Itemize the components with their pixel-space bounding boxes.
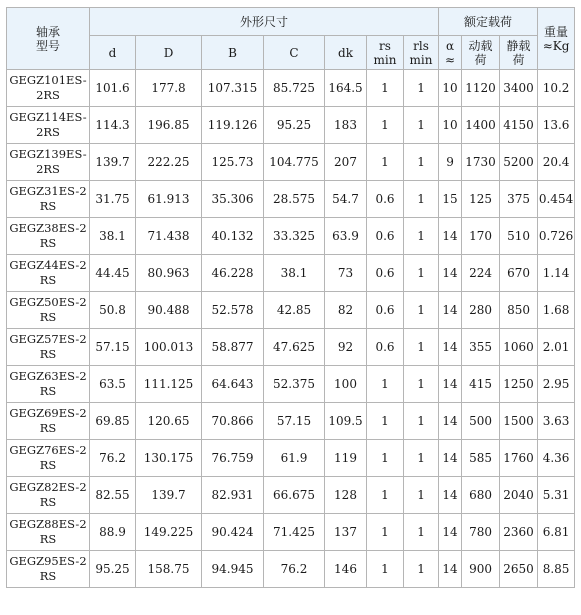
cell-d: 76.2 [90,440,136,477]
cell-dyn: 1400 [462,107,500,144]
cell-rls: 1 [404,255,439,292]
cell-B: 64.643 [202,366,264,403]
cell-d: 57.15 [90,329,136,366]
cell-C: 104.775 [264,144,325,181]
header-weight: 重量 ≈Kg [538,8,575,70]
cell-C: 71.425 [264,514,325,551]
cell-rs: 0.6 [367,218,404,255]
cell-D: 90.488 [136,292,202,329]
cell-rs: 1 [367,107,404,144]
cell-stat: 670 [500,255,538,292]
cell-C: 33.325 [264,218,325,255]
cell-weight: 13.6 [538,107,575,144]
cell-stat: 5200 [500,144,538,181]
cell-C: 66.675 [264,477,325,514]
table-body [7,70,575,588]
cell-model: GEGZ44ES-2RS [7,255,90,292]
cell-B: 125.73 [202,144,264,181]
cell-dk: 92 [325,329,367,366]
cell-weight: 1.68 [538,292,575,329]
cell-stat: 4150 [500,107,538,144]
cell-C: 57.15 [264,403,325,440]
cell-dyn: 780 [462,514,500,551]
cell-weight: 6.81 [538,514,575,551]
cell-D: 80.963 [136,255,202,292]
cell-weight: 2.01 [538,329,575,366]
cell-weight: 5.31 [538,477,575,514]
cell-weight: 20.4 [538,144,575,181]
cell-d: 114.3 [90,107,136,144]
table-row [7,329,575,366]
cell-C: 28.575 [264,181,325,218]
bearing-spec-table [6,7,575,588]
cell-dyn: 1120 [462,70,500,107]
cell-weight: 1.14 [538,255,575,292]
header-C: C [264,36,325,70]
cell-alpha: 14 [439,551,462,588]
cell-rs: 1 [367,514,404,551]
cell-rls: 1 [404,403,439,440]
cell-weight: 4.36 [538,440,575,477]
cell-dk: 137 [325,514,367,551]
cell-B: 52.578 [202,292,264,329]
cell-rs: 0.6 [367,329,404,366]
cell-model: GEGZ57ES-2RS [7,329,90,366]
cell-alpha: 14 [439,329,462,366]
cell-C: 85.725 [264,70,325,107]
header-B: B [202,36,264,70]
cell-rls: 1 [404,329,439,366]
cell-stat: 850 [500,292,538,329]
table-row [7,255,575,292]
cell-rs: 1 [367,477,404,514]
table-row [7,440,575,477]
cell-rs: 1 [367,144,404,181]
table-row [7,181,575,218]
cell-stat: 1060 [500,329,538,366]
cell-C: 95.25 [264,107,325,144]
cell-dk: 73 [325,255,367,292]
cell-D: 149.225 [136,514,202,551]
cell-model: GEGZ38ES-2RS [7,218,90,255]
cell-rls: 1 [404,181,439,218]
cell-stat: 2650 [500,551,538,588]
cell-C: 38.1 [264,255,325,292]
cell-B: 90.424 [202,514,264,551]
cell-B: 76.759 [202,440,264,477]
cell-B: 35.306 [202,181,264,218]
cell-dyn: 125 [462,181,500,218]
cell-d: 139.7 [90,144,136,181]
header-d: d [90,36,136,70]
cell-D: 139.7 [136,477,202,514]
cell-weight: 10.2 [538,70,575,107]
table-header [7,8,575,70]
cell-dk: 63.9 [325,218,367,255]
cell-model: GEGZ69ES-2RS [7,403,90,440]
header-load: 额定载荷 [439,8,538,36]
cell-d: 44.45 [90,255,136,292]
header-dk: dk [325,36,367,70]
cell-B: 46.228 [202,255,264,292]
cell-model: GEGZ31ES-2RS [7,181,90,218]
cell-rls: 1 [404,144,439,181]
header-dynamic-load: 动载 荷 [462,36,500,70]
cell-D: 61.913 [136,181,202,218]
table-row [7,218,575,255]
table-row [7,292,575,329]
cell-rs: 0.6 [367,292,404,329]
cell-alpha: 15 [439,181,462,218]
cell-stat: 2360 [500,514,538,551]
cell-rls: 1 [404,70,439,107]
cell-D: 222.25 [136,144,202,181]
cell-weight: 8.85 [538,551,575,588]
cell-dk: 128 [325,477,367,514]
cell-dyn: 1730 [462,144,500,181]
cell-rs: 1 [367,366,404,403]
cell-model: GEGZ88ES-2RS [7,514,90,551]
cell-dk: 54.7 [325,181,367,218]
cell-model: GEGZ50ES-2RS [7,292,90,329]
cell-rs: 1 [367,551,404,588]
cell-alpha: 14 [439,440,462,477]
cell-stat: 1500 [500,403,538,440]
cell-rs: 1 [367,70,404,107]
cell-C: 52.375 [264,366,325,403]
cell-stat: 2040 [500,477,538,514]
cell-alpha: 14 [439,477,462,514]
table-row [7,514,575,551]
table-row [7,477,575,514]
cell-rls: 1 [404,366,439,403]
cell-model: GEGZ95ES-2RS [7,551,90,588]
cell-weight: 0.454 [538,181,575,218]
cell-D: 120.65 [136,403,202,440]
header-dimensions: 外形尺寸 [90,8,439,36]
cell-dk: 183 [325,107,367,144]
cell-D: 130.175 [136,440,202,477]
cell-dyn: 280 [462,292,500,329]
cell-model: GEGZ139ES-2RS [7,144,90,181]
cell-dyn: 415 [462,366,500,403]
cell-rs: 0.6 [367,255,404,292]
cell-dk: 100 [325,366,367,403]
cell-alpha: 14 [439,218,462,255]
cell-model: GEGZ76ES-2RS [7,440,90,477]
cell-C: 76.2 [264,551,325,588]
cell-D: 177.8 [136,70,202,107]
cell-rls: 1 [404,218,439,255]
cell-stat: 1250 [500,366,538,403]
cell-rls: 1 [404,477,439,514]
table-row [7,403,575,440]
cell-weight: 3.63 [538,403,575,440]
header-static-load: 静载 荷 [500,36,538,70]
cell-B: 119.126 [202,107,264,144]
cell-d: 95.25 [90,551,136,588]
cell-alpha: 10 [439,70,462,107]
cell-alpha: 14 [439,366,462,403]
cell-rls: 1 [404,551,439,588]
cell-d: 69.85 [90,403,136,440]
cell-d: 88.9 [90,514,136,551]
cell-C: 42.85 [264,292,325,329]
cell-dyn: 224 [462,255,500,292]
cell-dk: 207 [325,144,367,181]
cell-dk: 164.5 [325,70,367,107]
cell-stat: 510 [500,218,538,255]
cell-C: 61.9 [264,440,325,477]
cell-model: GEGZ82ES-2RS [7,477,90,514]
cell-dk: 109.5 [325,403,367,440]
cell-D: 196.85 [136,107,202,144]
table-row [7,107,575,144]
cell-D: 71.438 [136,218,202,255]
cell-alpha: 14 [439,255,462,292]
table-row [7,551,575,588]
cell-alpha: 10 [439,107,462,144]
cell-dyn: 680 [462,477,500,514]
header-rls: rls min [404,36,439,70]
cell-dk: 119 [325,440,367,477]
header-model: 轴承 型号 [7,8,90,70]
cell-D: 111.125 [136,366,202,403]
cell-rs: 1 [367,403,404,440]
cell-d: 101.6 [90,70,136,107]
cell-rs: 1 [367,440,404,477]
cell-dyn: 900 [462,551,500,588]
cell-d: 31.75 [90,181,136,218]
cell-rls: 1 [404,107,439,144]
cell-dk: 146 [325,551,367,588]
cell-B: 94.945 [202,551,264,588]
cell-D: 100.013 [136,329,202,366]
cell-dyn: 355 [462,329,500,366]
table-row [7,144,575,181]
cell-dk: 82 [325,292,367,329]
cell-dyn: 170 [462,218,500,255]
cell-B: 70.866 [202,403,264,440]
cell-alpha: 14 [439,514,462,551]
cell-D: 158.75 [136,551,202,588]
cell-weight: 2.95 [538,366,575,403]
cell-B: 40.132 [202,218,264,255]
cell-rs: 0.6 [367,181,404,218]
header-D: D [136,36,202,70]
cell-model: GEGZ114ES-2RS [7,107,90,144]
cell-alpha: 9 [439,144,462,181]
table-row [7,70,575,107]
cell-alpha: 14 [439,292,462,329]
cell-stat: 3400 [500,70,538,107]
cell-rls: 1 [404,440,439,477]
cell-model: GEGZ101ES-2RS [7,70,90,107]
cell-stat: 1760 [500,440,538,477]
header-alpha: α ≈ [439,36,462,70]
cell-d: 63.5 [90,366,136,403]
cell-d: 50.8 [90,292,136,329]
cell-weight: 0.726 [538,218,575,255]
cell-model: GEGZ63ES-2RS [7,366,90,403]
cell-B: 107.315 [202,70,264,107]
cell-rls: 1 [404,514,439,551]
cell-dyn: 500 [462,403,500,440]
cell-B: 82.931 [202,477,264,514]
cell-alpha: 14 [439,403,462,440]
cell-dyn: 585 [462,440,500,477]
header-rs: rs min [367,36,404,70]
cell-d: 38.1 [90,218,136,255]
table-row [7,366,575,403]
cell-d: 82.55 [90,477,136,514]
cell-B: 58.877 [202,329,264,366]
cell-stat: 375 [500,181,538,218]
cell-rls: 1 [404,292,439,329]
cell-C: 47.625 [264,329,325,366]
